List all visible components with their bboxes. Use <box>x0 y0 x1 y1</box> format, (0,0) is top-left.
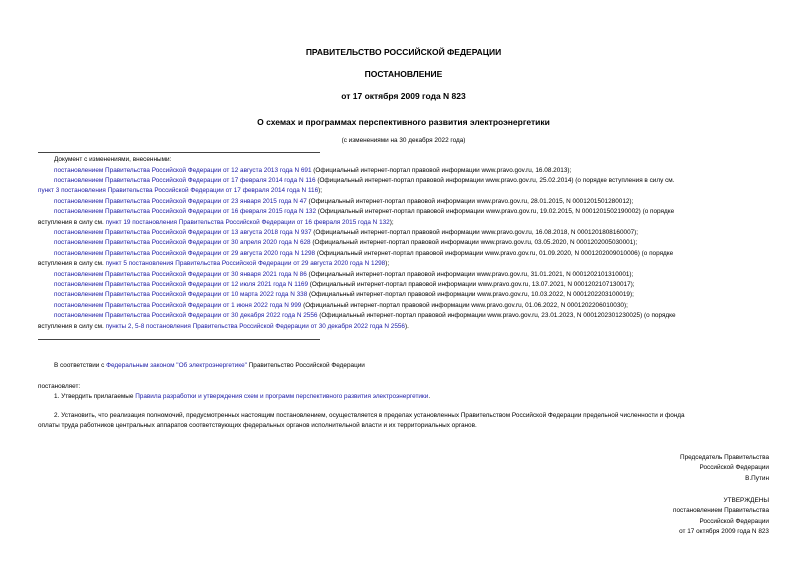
accordance-paragraph <box>54 362 365 370</box>
amendment-details: (Официальный интернет-портал правовой информации www.pravo.gov.ru, 28.01.2015, N 0001201501280012); <box>306 197 634 205</box>
doc-type-heading: ПОСТАНОВЛЕНИЕ <box>364 69 443 79</box>
amendment-details: (Официальный интернет-портал правовой информации www.pravo.gov.ru, 16.08.2013); <box>311 166 572 174</box>
amendment-effect-link[interactable]: пункты 2, 5-8 постановления Правительства Российской Федерации от 30 декабря 2022 года N 2556 <box>105 322 405 330</box>
amendment-link[interactable]: постановлением Правительства Российской Федерации от 30 апреля 2020 года N 628 <box>54 239 311 247</box>
amendment-details: (Официальный интернет-портал правовой информации www.pravo.gov.ru, 03.05.2020, N 0001202005030001); <box>310 239 638 247</box>
paragraph-1-post: . <box>428 393 431 400</box>
approval-of: Российской Федерации <box>699 517 769 525</box>
amendment-item-continuation <box>38 323 409 331</box>
amendment-effect-suffix: ); <box>385 260 390 268</box>
amendment-link[interactable]: постановлением Правительства Российской Федерации от 1 июня 2022 года N 999 <box>54 301 302 309</box>
amendment-effect-suffix: ); <box>318 187 323 195</box>
approval-block <box>673 496 769 538</box>
amendment-effect-link[interactable]: пункт 5 постановления Правительства Российской Федерации от 29 августа 2020 года N 1298 <box>105 260 386 268</box>
amendment-link[interactable]: постановлением Правительства Российской Федерации от 16 февраля 2015 года N 132 <box>54 208 317 216</box>
federal-law-link[interactable]: Федеральным законом "Об электроэнергетике" <box>106 362 247 369</box>
amendment-item <box>54 271 633 279</box>
amendment-item <box>54 302 628 310</box>
amendments-intro: Документ с изменениями, внесенными: <box>54 156 172 163</box>
amendment-link[interactable]: постановлением Правительства Российской Федерации от 23 января 2015 года N 47 <box>54 197 307 205</box>
amendment-details: (Официальный интернет-портал правовой информации www.pravo.gov.ru, 10.03.2022, N 0001202203100019); <box>307 291 634 299</box>
amendment-item <box>54 312 676 320</box>
amendment-details: (Официальный интернет-портал правовой информации www.pravo.gov.ru, 31.01.2021, N 0001202101310001); <box>306 270 634 278</box>
amendment-link[interactable]: постановлением Правительства Российской Федерации от 30 января 2021 года N 86 <box>54 270 307 278</box>
accordance-post: Правительство Российской Федерации <box>246 362 365 369</box>
amendment-details: (Официальный интернет-портал правовой информации www.pravo.gov.ru, 01.06.2022, N 0001202206010030); <box>301 301 628 309</box>
government-heading: ПРАВИТЕЛЬСТВО РОССИЙСКОЙ ФЕДЕРАЦИИ <box>305 47 502 57</box>
amendment-item <box>54 198 633 206</box>
decides-label: постановляет: <box>38 383 81 390</box>
amendment-details: (Официальный интернет-портал правовой информации www.pravo.gov.ru, 16.08.2018, N 0001201808160007); <box>311 228 639 236</box>
amendment-link[interactable]: постановлением Правительства Российской Федерации от 17 февраля 2014 года N 116 <box>54 176 316 184</box>
amendment-details: (Официальный интернет-портал правовой информации www.pravo.gov.ru, 23.01.2023, N 0001202301230025) (о порядке <box>317 312 676 320</box>
amendment-details: (Официальный интернет-портал правовой информации www.pravo.gov.ru, 25.02.2014) (о порядке вступления в силу см. <box>315 176 675 184</box>
amendment-item <box>54 208 674 216</box>
approval-by: постановлением Правительства <box>673 507 769 515</box>
amendment-item <box>54 281 635 289</box>
amendment-link[interactable]: постановлением Правительства Российской Федерации от 29 августа 2020 года N 1298 <box>54 249 316 257</box>
signer-position-1: Председатель Правительства <box>680 454 769 461</box>
amendment-effect-link[interactable]: пункт 3 постановления Правительства Российской Федерации от 17 февраля 2014 года N 116 <box>38 187 319 195</box>
paragraph-1-pre: 1. Утвердить прилагаемые <box>54 393 136 400</box>
amendments-top-divider <box>38 152 320 153</box>
amendment-item-continuation <box>38 187 322 195</box>
amendment-effect-link[interactable]: пункт 19 постановления Правительства Российской Федерации от 16 февраля 2015 года N 132 <box>105 218 390 226</box>
paragraph-2-line-1: 2. Установить, что реализация полномочий, предусмотренных настоящим постановлением, осуществляется в пределах установленных Правительством Российской Федерации предельной численности и фонда <box>54 412 685 419</box>
signer-position-2: Российской Федерации <box>699 464 769 472</box>
amendment-item <box>54 250 673 258</box>
paragraph-1 <box>54 393 430 401</box>
amendment-item <box>54 229 638 237</box>
amendment-effect-suffix: ); <box>389 218 394 226</box>
amendment-effect-prefix: вступления в силу см. <box>38 218 106 226</box>
amendment-effect-prefix: вступления в силу см. <box>38 260 106 268</box>
paragraph-2-line-2: оплаты труда работников центральных аппаратов соответствующих федеральных органов исполнительной власти и их территориальных органов. <box>38 422 477 429</box>
amendment-item-continuation <box>38 219 394 227</box>
accordance-pre: В соответствии с <box>54 362 107 369</box>
amendment-details: (Официальный интернет-портал правовой информации www.pravo.gov.ru, 01.09.2020, N 0001202009010006) (о порядке <box>315 249 674 257</box>
amendment-details: (Официальный интернет-портал правовой информации www.pravo.gov.ru, 19.02.2015, N 0001201502190002) (о порядке <box>316 208 675 216</box>
amendment-item-continuation <box>38 260 389 268</box>
amendment-link[interactable]: постановлением Правительства Российской Федерации от 12 августа 2013 года N 691 <box>54 166 312 174</box>
amendment-link[interactable]: постановлением Правительства Российской Федерации от 13 августа 2018 года N 937 <box>54 228 312 236</box>
doc-date-number: от 17 октября 2009 года N 823 <box>341 91 466 101</box>
amendment-item <box>54 177 674 185</box>
signer-name: В.Путин <box>745 474 769 482</box>
signature-block <box>680 453 769 484</box>
approval-label: УТВЕРЖДЕНЫ <box>723 497 769 504</box>
doc-title: О схемах и программах перспективного развития электроэнергетики <box>257 117 550 127</box>
approval-date: от 17 октября 2009 года N 823 <box>679 528 769 536</box>
amendment-link[interactable]: постановлением Правительства Российской Федерации от 10 марта 2022 года N 338 <box>54 291 308 299</box>
amendment-link[interactable]: постановлением Правительства Российской Федерации от 30 декабря 2022 года N 2556 <box>54 312 318 320</box>
amendment-link[interactable]: постановлением Правительства Российской Федерации от 12 июля 2021 года N 1169 <box>54 280 308 288</box>
amendment-item <box>54 239 637 247</box>
amendment-item <box>54 167 571 175</box>
revision-note: (с изменениями на 30 декабря 2022 года) <box>341 137 466 144</box>
amendments-bottom-divider <box>38 339 320 340</box>
amendment-item <box>54 291 634 299</box>
rules-link[interactable]: Правила разработки и утверждения схем и программ перспективного развития электроэнергетики <box>135 393 429 400</box>
amendment-effect-suffix: ). <box>405 322 409 330</box>
amendment-effect-prefix: вступления в силу см. <box>38 322 106 330</box>
amendment-details: (Официальный интернет-портал правовой информации www.pravo.gov.ru, 13.07.2021, N 0001202107130017); <box>308 280 635 288</box>
